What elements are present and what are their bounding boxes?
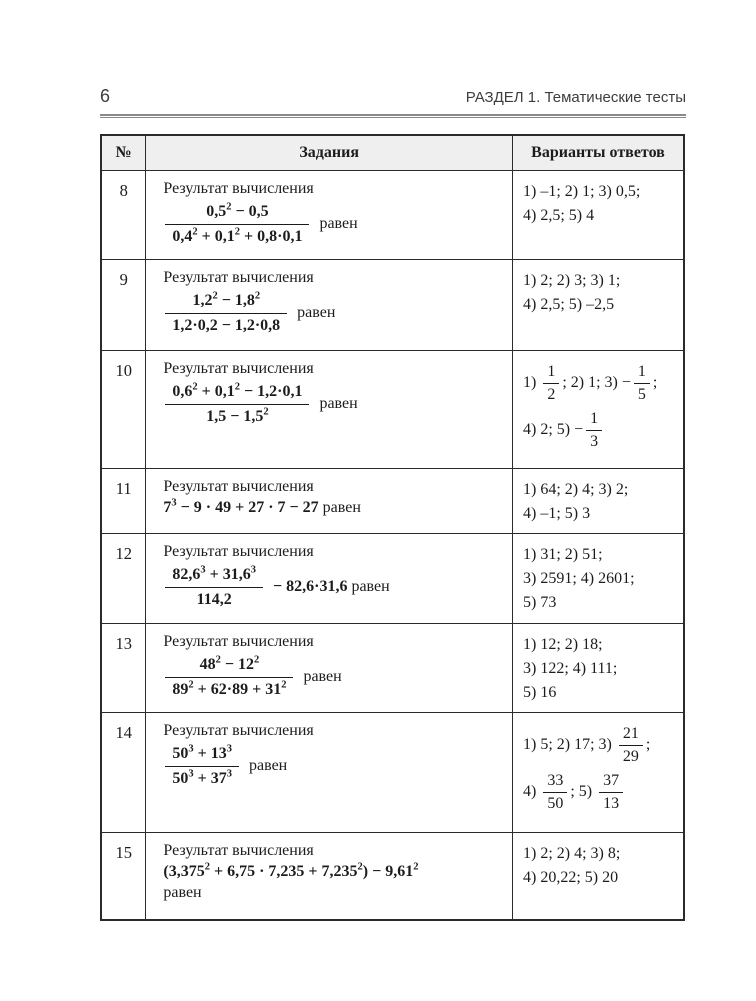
section-title: РАЗДЕЛ 1. Тематические тесты: [465, 89, 686, 106]
answer-line: 4) 2,5; 5) –2,5: [522, 295, 615, 313]
answer-line: 1) 12; 2) 18;: [522, 635, 603, 653]
task-line: $(3,375^2 + 6,75 \cdot 7,235 + 7,235^2) - 9,61^2$: [163, 861, 419, 880]
task-cell: [146, 623, 513, 712]
answer-line: 1) 2; 2) 3; 3) 1;: [522, 271, 621, 289]
task-line: $\frac{82,6^3 + 31,6^3}{114,2}$ − 82,6·31,6 равен: [163, 564, 504, 611]
task-number: 12: [101, 533, 146, 623]
answer-line: 3) 2591; 4) 2601;: [522, 569, 635, 587]
task-cell: [146, 712, 513, 832]
column-header-number: №: [101, 135, 146, 170]
answer-line: 1) –1; 2) 1; 3) 0,5;: [522, 182, 641, 200]
fraction: $\frac{1}{3}$: [586, 409, 602, 452]
table-row: [101, 832, 684, 920]
answers-cell: [512, 712, 684, 832]
table-row: [101, 170, 684, 259]
header-rule: [100, 114, 686, 118]
answers-cell: [512, 170, 684, 259]
task-number: 10: [101, 350, 146, 468]
task-line: Результат вычисления: [163, 721, 314, 739]
task-line: Результат вычисления: [163, 179, 314, 197]
answer-line: 4) 2,5; 5) 4: [522, 206, 595, 224]
fraction: $\frac{1,2^2 - 1,8^2}{1,2\cdot 0,2 - 1,2\cdot 0,8}$: [165, 291, 287, 336]
task-cell: [146, 350, 513, 468]
task-cell: [146, 832, 513, 920]
answer-line: 4) –1; 5) 3: [522, 504, 591, 522]
answer-line: 1) 5; 2) 17; 3) $\frac{21}{29}$ ;: [522, 724, 651, 765]
task-number: 15: [101, 832, 146, 920]
answer-line: 4) $\frac{33}{50}$ ; 5) $\frac{37}{13}$: [523, 770, 677, 815]
fraction: $\frac{37}{13}$: [599, 771, 623, 814]
answer-line: 1) $\frac{1}{2}$ ; 2) 1; 3) − $\frac{1}{5}$ ;: [522, 362, 658, 403]
table-row: [101, 623, 684, 712]
fraction: $\frac{33}{50}$: [543, 771, 567, 814]
answers-cell: [512, 623, 684, 712]
task-cell: [146, 259, 513, 350]
column-header-answers: Варианты ответов: [512, 135, 684, 170]
answers-cell: [512, 468, 684, 533]
answer-line: 3) 122; 4) 111;: [522, 659, 618, 677]
table-row: [101, 259, 684, 350]
fraction: $\frac{21}{29}$: [619, 724, 643, 767]
page-content: [100, 86, 686, 921]
task-line: равен: [163, 883, 202, 901]
task-line: Результат вычисления: [163, 632, 314, 650]
answer-line: 1) 2; 2) 4; 3) 8;: [522, 844, 621, 862]
table-row: [101, 468, 684, 533]
task-line: Результат вычисления: [163, 841, 314, 859]
task-number: 9: [101, 259, 146, 350]
table-row: [101, 533, 684, 623]
fraction: $\frac{82,6^3 + 31,6^3}{114,2}$: [165, 565, 263, 610]
task-line: $\frac{0,6^2 + 0,1^2 - 1,2\cdot 0,1}{1,5 - 1,5^2}$ равен: [163, 381, 504, 428]
fraction: $\frac{0,5^2 - 0,5}{0,4^2 + 0,1^2 + 0,8\cdot 0,1}$: [165, 202, 309, 247]
answers-cell: [512, 832, 684, 920]
answers-cell: [512, 350, 684, 468]
answers-cell: [512, 259, 684, 350]
column-header-tasks: Задания: [146, 135, 513, 170]
fraction: $\frac{50^3 + 13^3}{50^3 + 37^3}$: [165, 744, 239, 789]
task-cell: [146, 468, 513, 533]
task-number: 14: [101, 712, 146, 832]
task-line: $\frac{0,5^2 - 0,5}{0,4^2 + 0,1^2 + 0,8\cdot 0,1}$ равен: [163, 201, 504, 248]
task-number: 8: [101, 170, 146, 259]
answers-cell: [512, 533, 684, 623]
task-line: Результат вычисления: [163, 359, 314, 377]
page-number: 6: [100, 86, 111, 106]
table-body: [101, 170, 684, 920]
task-number: 11: [101, 468, 146, 533]
answer-line: 1) 64; 2) 4; 3) 2;: [522, 480, 629, 498]
answer-line: 1) 31; 2) 51;: [522, 545, 603, 563]
fraction: $\frac{0,6^2 + 0,1^2 - 1,2\cdot 0,1}{1,5 - 1,5^2}$: [165, 382, 309, 427]
fraction: $\frac{1}{2}$: [543, 362, 559, 405]
table-row: [101, 712, 684, 832]
answer-line: 5) 16: [522, 683, 557, 701]
fraction: $\frac{48^2 - 12^2}{89^2 + 62\cdot 89 + 31^2}$: [165, 655, 293, 700]
tasks-table: [100, 134, 685, 921]
task-line: Результат вычисления: [163, 542, 314, 560]
task-line: $\frac{50^3 + 13^3}{50^3 + 37^3}$ равен: [163, 743, 504, 790]
task-number: 13: [101, 623, 146, 712]
task-line: Результат вычисления: [163, 268, 314, 286]
task-line: $\frac{48^2 - 12^2}{89^2 + 62\cdot 89 + 31^2}$ равен: [163, 654, 504, 701]
task-line: Результат вычисления: [163, 477, 314, 495]
task-line: $7^3 - 9 \cdot 49 + 27 \cdot 7 - 27$ равен: [163, 497, 361, 516]
answer-line: 4) 2; 5) − $\frac{1}{3}$: [523, 408, 677, 453]
task-cell: [146, 170, 513, 259]
fraction: $\frac{1}{5}$: [634, 362, 650, 405]
answer-line: 5) 73: [522, 593, 557, 611]
task-cell: [146, 533, 513, 623]
table-row: [101, 350, 684, 468]
task-line: $\frac{1,2^2 - 1,8^2}{1,2\cdot 0,2 - 1,2\cdot 0,8}$ равен: [163, 290, 504, 337]
answer-line: 4) 20,22; 5) 20: [522, 868, 619, 886]
table-header-row: [101, 135, 684, 170]
page-header: [100, 86, 686, 107]
